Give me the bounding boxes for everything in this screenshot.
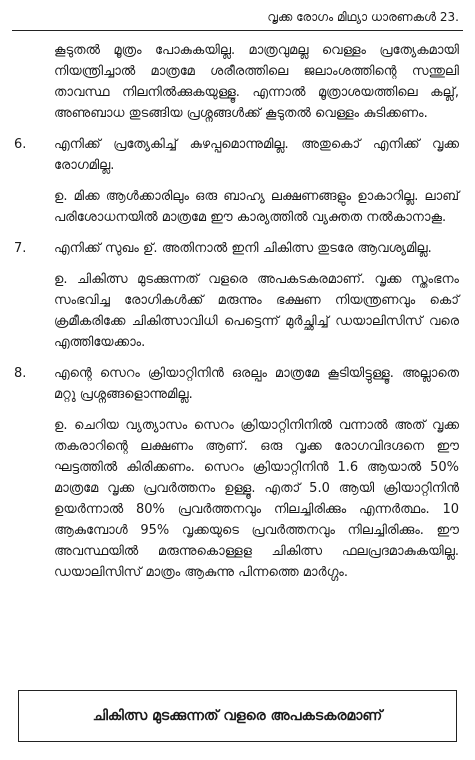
- answer-text: ഉ. മിക്ക ആൾക്കാരിലും ഒരു ബാഹ്യ ലക്ഷണങ്ങളും ഉാകാറില്ല. ലാബ് പരിശോധനയിൽ മാത്രമേ ഈ കാര്യത്തിൽ വ്യക്തത നൽകാനാകൂ.: [54, 189, 459, 225]
- item-number: 8.: [14, 366, 27, 381]
- callout-box: [18, 690, 457, 742]
- page-header: [12, 8, 463, 31]
- question-text: എന്റെ സെറം ക്രിയാറ്റിനിൻ ഒരല്പം മാത്രമേ കൂടിയിട്ടുള്ളൂ. അല്ലാതെ മറ്റു പ്രശ്നങ്ങളൊന്നുമില്ല.: [54, 366, 459, 402]
- page-body: [14, 40, 459, 593]
- intro-paragraph: കൂടുതൽ മൂത്രം പോകുകയില്ല. മാത്രവുമല്ല വെള്ളം പ്രത്യേകമായി നിയന്ത്രിച്ചാൽ മാത്രമേ ശരീരത്തിലെ ജലാംശത്തിന്റെ സന്തുലി താവസ്ഥ നിലനിൽക്കുകയുള്ളൂ. എന്നാൽ മൂത്രാശയത്തിലെ കല്ല്, അണുബാധ തുടങ്ങിയ പ്രശ്നങ്ങൾക്ക് കൂടുതൽ വെള്ളം കുടിക്കണം.: [54, 43, 459, 121]
- running-header: വൃക്ക രോഗം മിഥ്യാ ധാരണകൾ 23.: [267, 10, 459, 24]
- answer-text: ഉ. ചെറിയ വ്യത്യാസം സെറം ക്രിയാറ്റിനിനിൽ വന്നാൽ അത് വൃക്ക തകരാറിന്റെ ലക്ഷണം ആണ്. ഒരു വൃക്ക രോഗവിദഗ്ദനെ ഈ ഘട്ടത്തിൽ കിരിക്കണം. സെറം ക്രിയാറ്റിനിൻ 1.6 ആയാൽ 50% മാത്രമേ വൃക്ക പ്രവർത്തനം ഉള്ളൂ. എതാ് 5.0 ആയി ക്രിയാറ്റിനിൻ ഉയർന്നാൽ 80% പ്രവർത്തനവും നിലച്ചിരിക്കും എന്നർത്ഥം. 10 ആകുമ്പോൾ 95% വൃക്കയുടെ പ്രവർത്തനവും നിലച്ചിരിക്കും. ഈ അവസ്ഥയിൽ മരുന്നുകൊള്ളള ചികിത്സ ഫലപ്രദമാകുകയില്ല. ഡയാലിസിസ് മാത്രം ആകുന്നു പിന്നത്തെ മാർഗ്ഗം.: [54, 418, 459, 580]
- list-item: [14, 134, 459, 228]
- question-text: എനിക്ക് പ്രത്യേകിച്ച് കുഴപ്പമൊന്നുമില്ല. അതുകൊ് എനിക്ക് വൃക്ക രോഗമില്ല.: [54, 137, 459, 173]
- item-number: 7.: [14, 241, 27, 256]
- answer-text: ഉ. ചികിത്സ മുടക്കുന്നത് വളരെ അപകടകരമാണ്. വൃക്ക സ്തംഭനം സംഭവിച്ച രോഗികൾക്ക് മരുന്നും ഭക്ഷണ നിയന്ത്രണവും കൊ് ക്രമീകരിക്കേ ചികിത്സാവിധി പെട്ടെന്ന് മുർച്ഛിച്ച് ഡയാലിസിസ് വരെ എത്തിയേക്കാം.: [54, 272, 459, 350]
- list-item: [14, 363, 459, 583]
- question-text: എനിക്ക് സുഖം ഉ്. അതിനാൽ ഇനി ചികിത്സ തുടരേ ആവശ്യമില്ല.: [54, 241, 432, 256]
- list-item: [14, 238, 459, 353]
- item-number: 6.: [14, 137, 27, 152]
- callout-text: ചികിത്സ മുടക്കുന്നത് വളരെ അപകടകരമാണ്: [92, 708, 383, 724]
